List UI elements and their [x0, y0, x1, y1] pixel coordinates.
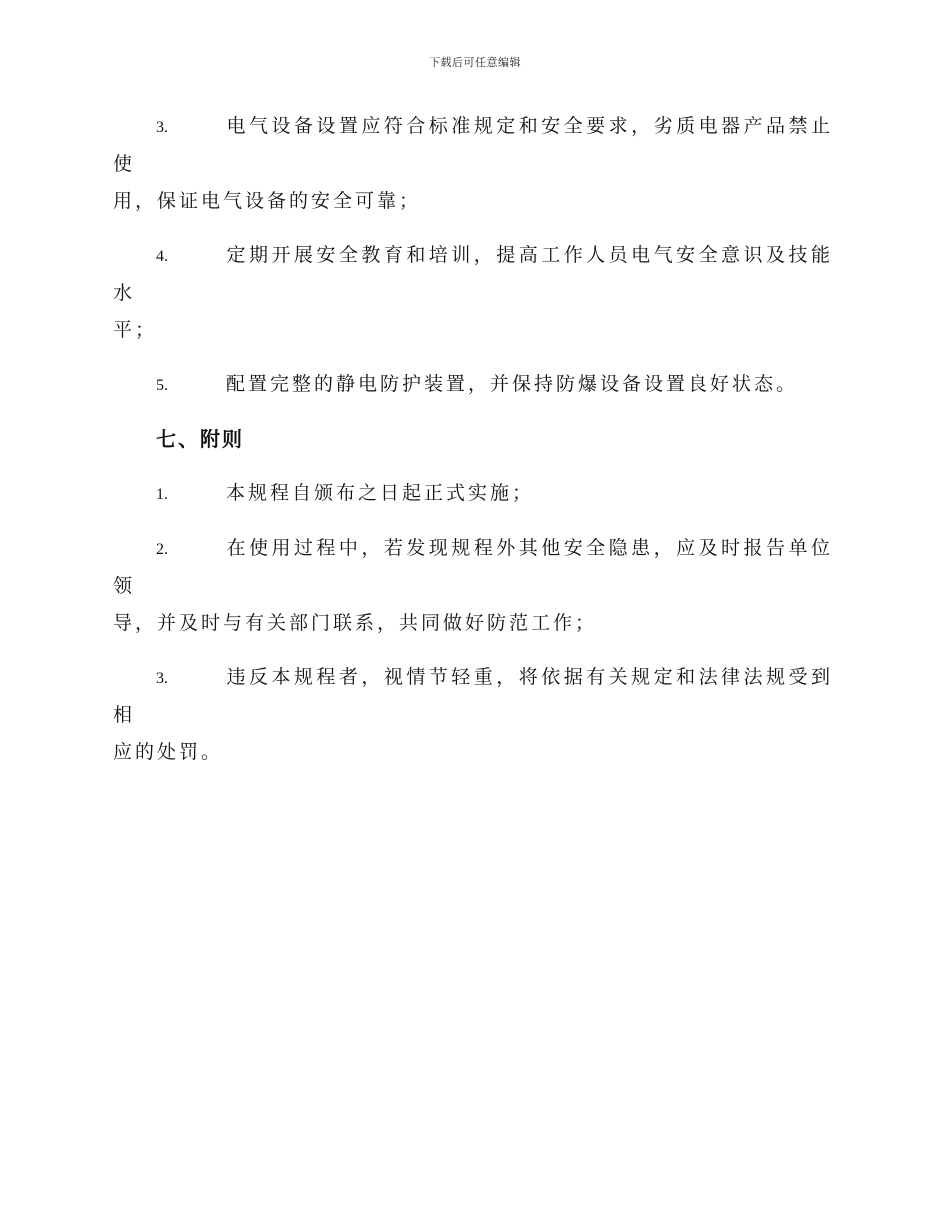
item-text-continued: 用，保证电气设备的安全可靠；: [113, 190, 422, 212]
item-text: 本规程自颁布之日起正式实施；: [226, 482, 535, 504]
item-number: 1.: [156, 486, 168, 503]
item-number: 2.: [156, 541, 168, 558]
list-item: [113, 475, 833, 513]
item-text-continued: 应的处罚。: [113, 741, 224, 763]
item-number: 3.: [156, 119, 168, 136]
list-item: [113, 659, 833, 771]
list-item: [113, 366, 833, 404]
item-text: 定期开展安全教育和培训，提高工作人员电气安全意识及技能水: [113, 244, 833, 304]
item-text-continued: 平；: [113, 319, 158, 341]
page-header: 下载后可任意编辑: [429, 56, 521, 69]
section-heading: 七、附则: [156, 427, 244, 451]
item-number: 3.: [156, 670, 168, 687]
document-body: [113, 108, 833, 788]
list-item: [113, 108, 833, 220]
item-text-continued: 导，并及时与有关部门联系，共同做好防范工作；: [113, 612, 598, 634]
list-item: [113, 530, 833, 642]
item-text: 在使用过程中，若发现规程外其他安全隐患，应及时报告单位领: [113, 537, 833, 597]
item-number: 5.: [156, 377, 168, 394]
list-item: [113, 237, 833, 349]
item-text: 电气设备设置应符合标准规定和安全要求，劣质电器产品禁止使: [113, 115, 833, 175]
item-text: 违反本规程者，视情节轻重，将依据有关规定和法律法规受到相: [113, 666, 833, 726]
item-number: 4.: [156, 248, 168, 265]
item-text: 配置完整的静电防护装置，并保持防爆设备设置良好状态。: [226, 373, 799, 395]
